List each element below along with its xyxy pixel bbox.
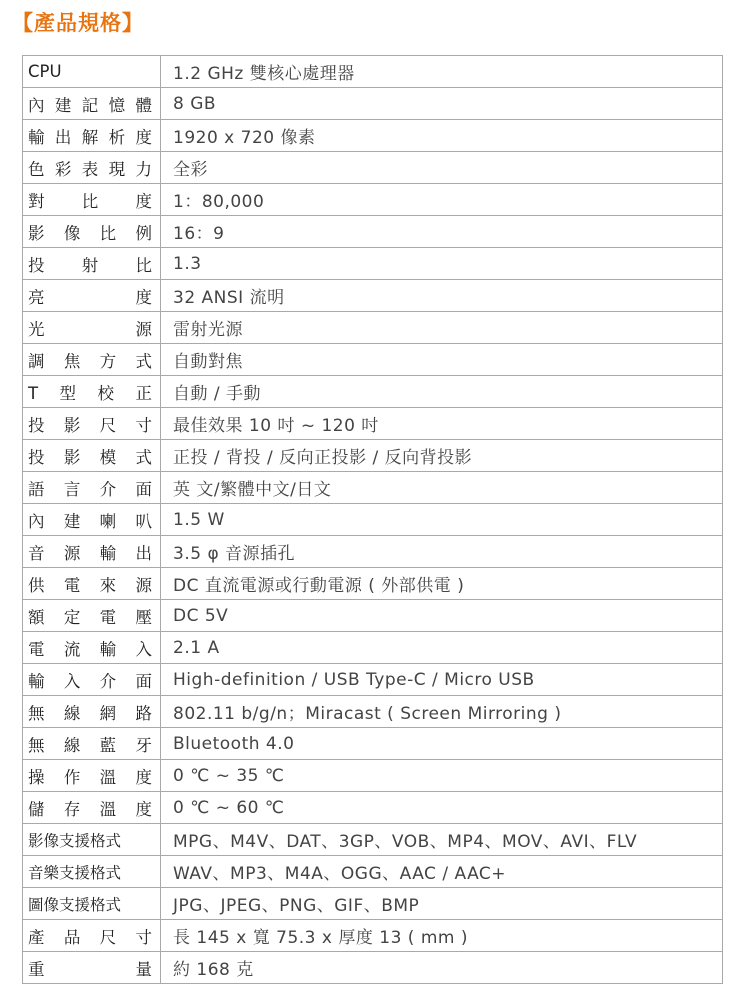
spec-label: 光源 xyxy=(23,312,161,344)
spec-value: 1920 x 720 像素 xyxy=(161,120,723,152)
spec-value: JPG、JPEG、PNG、GIF、BMP xyxy=(161,888,723,920)
spec-value: 全彩 xyxy=(161,152,723,184)
spec-value: High-definition / USB Type-C / Micro USB xyxy=(161,664,723,696)
spec-value: 自動 / 手動 xyxy=(161,376,723,408)
spec-value: 正投 / 背投 / 反向正投影 / 反向背投影 xyxy=(161,440,723,472)
spec-row xyxy=(23,184,723,216)
spec-row xyxy=(23,56,723,88)
spec-row xyxy=(23,152,723,184)
spec-label: T型校正 xyxy=(23,376,161,408)
spec-label: 輸入介面 xyxy=(23,664,161,696)
spec-label: 電流輸入 xyxy=(23,632,161,664)
spec-label: 投影尺寸 xyxy=(23,408,161,440)
spec-row xyxy=(23,344,723,376)
spec-value: 1.3 xyxy=(161,248,723,280)
spec-value: 1.5 W xyxy=(161,504,723,536)
spec-label: 無線網路 xyxy=(23,696,161,728)
spec-row xyxy=(23,760,723,792)
spec-value: 長 145 x 寬 75.3 x 厚度 13 ( mm ) xyxy=(161,920,723,952)
spec-row xyxy=(23,920,723,952)
spec-row xyxy=(23,952,723,984)
spec-row xyxy=(23,696,723,728)
spec-row xyxy=(23,248,723,280)
spec-value: 最佳效果 10 吋 ~ 120 吋 xyxy=(161,408,723,440)
spec-value: 英 文/繁體中文/日文 xyxy=(161,472,723,504)
spec-row xyxy=(23,120,723,152)
spec-row xyxy=(23,792,723,824)
spec-value: 3.5 φ 音源插孔 xyxy=(161,536,723,568)
spec-label: 投影模式 xyxy=(23,440,161,472)
spec-label: 內建喇叭 xyxy=(23,504,161,536)
spec-label: 產品尺寸 xyxy=(23,920,161,952)
spec-label: 對比度 xyxy=(23,184,161,216)
spec-row xyxy=(23,216,723,248)
spec-value: 自動對焦 xyxy=(161,344,723,376)
section-title: 【產品規格】 xyxy=(12,11,144,35)
spec-value: 16：9 xyxy=(161,216,723,248)
spec-value: DC 5V xyxy=(161,600,723,632)
spec-row xyxy=(23,408,723,440)
spec-value: 0 ℃ ~ 60 ℃ xyxy=(161,792,723,824)
spec-value: Bluetooth 4.0 xyxy=(161,728,723,760)
spec-row xyxy=(23,440,723,472)
spec-row xyxy=(23,728,723,760)
spec-label: 無線藍牙 xyxy=(23,728,161,760)
spec-row xyxy=(23,600,723,632)
spec-row xyxy=(23,504,723,536)
spec-value: 雷射光源 xyxy=(161,312,723,344)
spec-label: CPU xyxy=(23,56,161,88)
spec-value: 約 168 克 xyxy=(161,952,723,984)
spec-label: 投射比 xyxy=(23,248,161,280)
spec-value: 802.11 b/g/n；Miracast ( Screen Mirroring ) xyxy=(161,696,723,728)
spec-label: 音源輸出 xyxy=(23,536,161,568)
spec-label: 調焦方式 xyxy=(23,344,161,376)
spec-row xyxy=(23,856,723,888)
spec-value: WAV、MP3、M4A、OGG、AAC / AAC+ xyxy=(161,856,723,888)
spec-label: 音樂支援格式 xyxy=(23,856,161,888)
spec-label: 內建記憶體 xyxy=(23,88,161,120)
spec-label: 影像比例 xyxy=(23,216,161,248)
spec-row xyxy=(23,568,723,600)
spec-value: 8 GB xyxy=(161,88,723,120)
spec-value: 32 ANSI 流明 xyxy=(161,280,723,312)
spec-label: 語言介面 xyxy=(23,472,161,504)
spec-value: 0 ℃ ~ 35 ℃ xyxy=(161,760,723,792)
spec-row xyxy=(23,376,723,408)
spec-row xyxy=(23,888,723,920)
spec-value: 1：80,000 xyxy=(161,184,723,216)
spec-row xyxy=(23,280,723,312)
spec-label: 影像支援格式 xyxy=(23,824,161,856)
spec-table xyxy=(22,55,723,984)
spec-row xyxy=(23,632,723,664)
spec-row xyxy=(23,472,723,504)
spec-label: 供電來源 xyxy=(23,568,161,600)
spec-label: 輸出解析度 xyxy=(23,120,161,152)
spec-label: 圖像支援格式 xyxy=(23,888,161,920)
spec-row xyxy=(23,664,723,696)
spec-row xyxy=(23,312,723,344)
spec-label: 儲存溫度 xyxy=(23,792,161,824)
spec-table-body xyxy=(23,56,723,984)
spec-label: 重量 xyxy=(23,952,161,984)
spec-label: 操作溫度 xyxy=(23,760,161,792)
spec-row xyxy=(23,88,723,120)
spec-label: 色彩表現力 xyxy=(23,152,161,184)
spec-label: 亮度 xyxy=(23,280,161,312)
spec-value: 2.1 A xyxy=(161,632,723,664)
spec-value: 1.2 GHz 雙核心處理器 xyxy=(161,56,723,88)
spec-row xyxy=(23,536,723,568)
spec-value: DC 直流電源或行動電源 ( 外部供電 ) xyxy=(161,568,723,600)
spec-row xyxy=(23,824,723,856)
spec-label: 額定電壓 xyxy=(23,600,161,632)
spec-value: MPG、M4V、DAT、3GP、VOB、MP4、MOV、AVI、FLV xyxy=(161,824,723,856)
